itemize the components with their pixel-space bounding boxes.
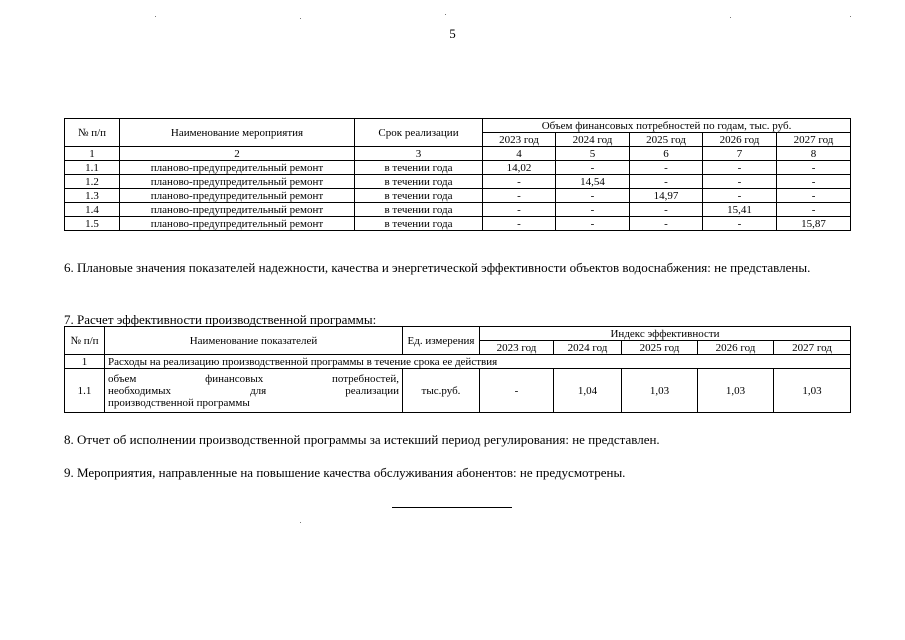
row-name: планово-предупредительный ремонт (120, 189, 355, 203)
row-value: - (777, 161, 851, 175)
row-value: - (703, 161, 777, 175)
column-number: 2 (120, 147, 355, 161)
row-value: 1,03 (774, 369, 851, 413)
row-name: планово-предупредительный ремонт (120, 161, 355, 175)
row-value: 15,41 (703, 203, 777, 217)
row-value: - (703, 175, 777, 189)
scan-speck (300, 18, 301, 19)
row-value: - (630, 217, 703, 231)
row-value: - (630, 203, 703, 217)
row-value: - (483, 203, 556, 217)
section-8-text: 8. Отчет об исполнении производственной программы за истекший период регулирования: не представлен. (64, 432, 660, 447)
row-value: - (483, 189, 556, 203)
row-num: 1.5 (65, 217, 120, 231)
row-unit: тыс.руб. (403, 369, 480, 413)
row-num: 1.1 (65, 369, 105, 413)
row-value: - (777, 189, 851, 203)
row-value: 14,97 (630, 189, 703, 203)
section-row-text: Расходы на реализацию производственной программы в течение срока ее действия (105, 355, 851, 369)
header-name: Наименование мероприятия (120, 119, 355, 147)
row-name: планово-предупредительный ремонт (120, 203, 355, 217)
row-name-line: производственной программы (108, 396, 250, 409)
column-number: 7 (703, 147, 777, 161)
header-year: 2025 год (630, 133, 703, 147)
header-year: 2023 год (480, 341, 554, 355)
scan-speck (445, 14, 446, 15)
row-term: в течении года (355, 161, 483, 175)
header-year: 2025 год (622, 341, 698, 355)
row-term: в течении года (355, 175, 483, 189)
header-num: № п/п (65, 119, 120, 147)
row-value: 1,03 (698, 369, 774, 413)
header-year: 2026 год (698, 341, 774, 355)
header-unit: Ед. измерения (403, 327, 480, 355)
section-6-text: 6. Плановые значения показателей надежности, качества и энергетической эффективности объектов водоснабжения: не представлены. (64, 260, 811, 275)
row-value: 14,02 (483, 161, 556, 175)
row-term: в течении года (355, 217, 483, 231)
row-num: 1.3 (65, 189, 120, 203)
row-value: - (556, 161, 630, 175)
row-term: в течении года (355, 189, 483, 203)
header-name: Наименование показателей (105, 327, 403, 355)
column-number: 8 (777, 147, 851, 161)
header-group: Объем финансовых потребностей по годам, тыс. руб. (483, 119, 851, 133)
header-year: 2027 год (777, 133, 851, 147)
financial-needs-table (64, 118, 851, 231)
row-value: - (483, 175, 556, 189)
row-term: в течении года (355, 203, 483, 217)
row-value: 15,87 (777, 217, 851, 231)
column-number: 5 (556, 147, 630, 161)
column-numbers-row (65, 147, 851, 161)
row-value: 1,03 (622, 369, 698, 413)
row-value: - (630, 161, 703, 175)
header-year: 2024 год (556, 133, 630, 147)
table-header-row (65, 119, 851, 133)
table-row (65, 203, 851, 217)
table-row (65, 189, 851, 203)
row-num: 1.1 (65, 161, 120, 175)
column-number: 4 (483, 147, 556, 161)
efficiency-table (64, 326, 851, 413)
column-number: 6 (630, 147, 703, 161)
row-value: - (556, 217, 630, 231)
row-name: планово-предупредительный ремонт (120, 175, 355, 189)
row-value: - (483, 217, 556, 231)
table-header-row (65, 327, 851, 341)
row-value: - (630, 175, 703, 189)
row-value: - (777, 175, 851, 189)
table-row (65, 369, 851, 413)
page-number: 5 (449, 26, 456, 41)
row-value: - (556, 203, 630, 217)
header-year: 2027 год (774, 341, 851, 355)
section-row-num: 1 (65, 355, 105, 369)
table-row (65, 217, 851, 231)
column-number: 3 (355, 147, 483, 161)
row-value: - (703, 189, 777, 203)
section-row (65, 355, 851, 369)
row-num: 1.2 (65, 175, 120, 189)
section-7-heading: 7. Расчет эффективности производственной программы: (64, 312, 377, 327)
end-rule (392, 507, 512, 508)
row-name (105, 369, 403, 413)
scan-speck (730, 17, 731, 18)
scan-speck (155, 16, 156, 17)
header-group: Индекс эффективности (480, 327, 851, 341)
table-row (65, 161, 851, 175)
scan-speck (300, 522, 301, 523)
row-value: - (703, 217, 777, 231)
row-name-line: объем финансовых потребностей, (108, 372, 399, 385)
header-year: 2023 год (483, 133, 556, 147)
column-number: 1 (65, 147, 120, 161)
row-num: 1.4 (65, 203, 120, 217)
row-value: - (480, 369, 554, 413)
row-value: 1,04 (554, 369, 622, 413)
scan-speck (850, 16, 851, 17)
header-num: № п/п (65, 327, 105, 355)
section-9-text: 9. Мероприятия, направленные на повышение качества обслуживания абонентов: не предусмотрены. (64, 465, 626, 480)
row-value: - (556, 189, 630, 203)
row-name: планово-предупредительный ремонт (120, 217, 355, 231)
header-year: 2026 год (703, 133, 777, 147)
row-value: - (777, 203, 851, 217)
table-row (65, 175, 851, 189)
header-term: Срок реализации (355, 119, 483, 147)
header-year: 2024 год (554, 341, 622, 355)
row-value: 14,54 (556, 175, 630, 189)
row-name-line: необходимых для реализации (108, 384, 399, 397)
